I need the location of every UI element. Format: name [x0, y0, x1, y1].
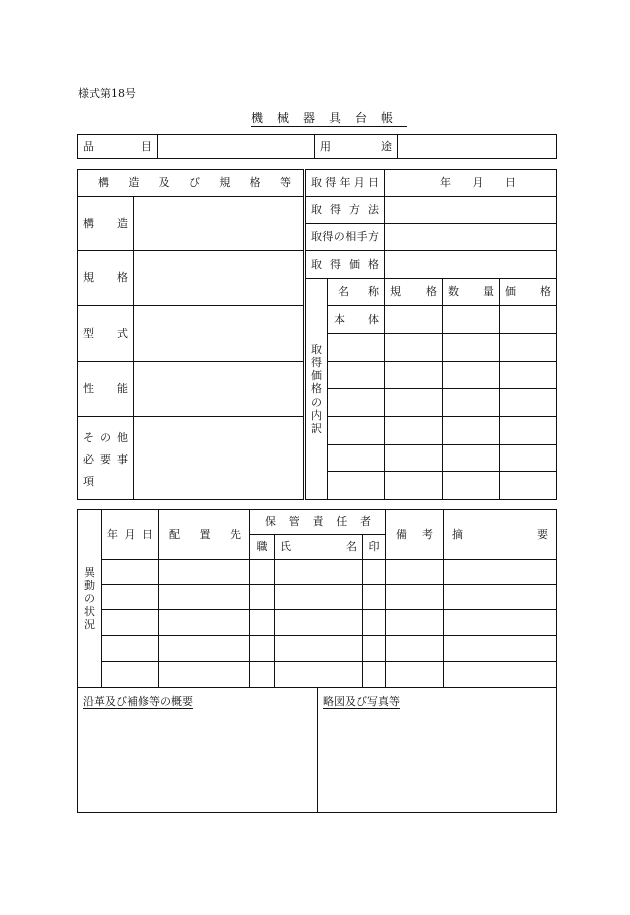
row-main-body: 本 体: [328, 306, 385, 334]
acq-partner-field[interactable]: [385, 224, 557, 251]
cell[interactable]: [275, 636, 363, 662]
breakdown-char: 訳: [311, 421, 322, 435]
spec-header: 構造及び規格等: [78, 170, 305, 197]
cell[interactable]: [250, 662, 275, 688]
acq-date-label: 取得年月日: [305, 170, 385, 197]
cell[interactable]: [102, 610, 159, 636]
breakdown-label: [305, 279, 328, 500]
cell[interactable]: [443, 472, 500, 500]
cell[interactable]: [385, 334, 443, 362]
cell[interactable]: [102, 662, 159, 688]
cell[interactable]: [385, 472, 443, 500]
breakdown-char: 得: [311, 356, 322, 370]
cell[interactable]: [443, 362, 500, 389]
spec-acquisition-table: [77, 169, 557, 500]
cell[interactable]: [363, 636, 386, 662]
col-name: 氏 名: [275, 535, 363, 560]
cell[interactable]: [328, 417, 385, 445]
cell[interactable]: [385, 445, 443, 472]
cell[interactable]: [386, 560, 444, 585]
cell[interactable]: [275, 585, 363, 610]
cell[interactable]: [250, 636, 275, 662]
col-summary: 摘 要: [444, 510, 557, 560]
history-label: 沿革及び補修等の概要: [83, 695, 193, 708]
item-field[interactable]: [158, 135, 315, 159]
sketch-label: 略図及び写真等: [323, 695, 400, 708]
purpose-field[interactable]: [398, 135, 557, 159]
structure-field[interactable]: [134, 197, 305, 251]
cell[interactable]: [443, 417, 500, 445]
cell[interactable]: [500, 472, 557, 500]
cell[interactable]: [363, 585, 386, 610]
acq-price-field[interactable]: [385, 251, 557, 279]
changes-char: 況: [84, 618, 95, 632]
cell[interactable]: [444, 585, 557, 610]
col-standard: 規 格: [385, 279, 443, 306]
cell[interactable]: [500, 445, 557, 472]
cell[interactable]: [386, 610, 444, 636]
col-post: 職: [250, 535, 275, 560]
other-line: その他: [83, 431, 128, 444]
cell[interactable]: [328, 334, 385, 362]
cell[interactable]: [386, 636, 444, 662]
standard-label: 規 格: [78, 251, 134, 306]
cell[interactable]: [328, 362, 385, 389]
item-label: 品 目: [78, 135, 158, 159]
changes-char: 状: [84, 605, 95, 619]
col-price: 価 格: [500, 279, 557, 306]
cell[interactable]: [159, 662, 250, 688]
other-line: 必要事: [83, 453, 128, 466]
cell[interactable]: [444, 560, 557, 585]
cell[interactable]: [385, 389, 443, 417]
cell[interactable]: [500, 306, 557, 334]
structure-label: 構 造: [78, 197, 134, 251]
other-field[interactable]: [134, 417, 305, 500]
col-remarks: 備 考: [386, 510, 444, 560]
changes-char: 動: [84, 578, 95, 592]
cell[interactable]: [159, 585, 250, 610]
cell[interactable]: [386, 662, 444, 688]
cell[interactable]: [443, 445, 500, 472]
other-label: [78, 417, 134, 500]
breakdown-char: 内: [311, 408, 322, 422]
cell[interactable]: [159, 610, 250, 636]
col-custodian: 保管責任者: [250, 510, 386, 535]
changes-char: の: [84, 591, 95, 605]
other-line: 項: [83, 475, 94, 488]
cell[interactable]: [102, 560, 159, 585]
cell[interactable]: [385, 306, 443, 334]
model-field[interactable]: [134, 306, 305, 362]
col-quantity: 数 量: [443, 279, 500, 306]
item-purpose-table: [77, 134, 557, 159]
acq-method-label: 取得方法: [305, 197, 385, 224]
model-label: 型 式: [78, 306, 134, 362]
breakdown-char: 価: [311, 369, 322, 383]
cell[interactable]: [444, 610, 557, 636]
cell[interactable]: [363, 610, 386, 636]
cell[interactable]: [385, 362, 443, 389]
sketch-area[interactable]: [318, 688, 557, 813]
changes-char: 異: [84, 565, 95, 579]
breakdown-char: 格: [311, 382, 322, 396]
cell[interactable]: [443, 334, 500, 362]
cell[interactable]: [328, 389, 385, 417]
cell[interactable]: [250, 585, 275, 610]
acq-partner-label: 取得の相手方: [305, 224, 385, 251]
cell[interactable]: [500, 362, 557, 389]
acq-price-label: 取得価格: [305, 251, 385, 279]
cell[interactable]: [444, 662, 557, 688]
title-text: 機械器具台帳: [250, 111, 407, 125]
document-title: [0, 109, 630, 126]
cell[interactable]: [385, 417, 443, 445]
changes-table: [77, 509, 557, 688]
cell[interactable]: [275, 560, 363, 585]
purpose-label: 用 途: [315, 135, 398, 159]
col-location: 配 置 先: [159, 510, 250, 560]
bottom-table: [77, 687, 557, 813]
cell[interactable]: [363, 662, 386, 688]
cell[interactable]: [250, 560, 275, 585]
cell[interactable]: [386, 585, 444, 610]
col-name: 名 称: [328, 279, 385, 306]
cell[interactable]: [363, 560, 386, 585]
breakdown-char: 取: [311, 342, 322, 356]
cell[interactable]: [500, 417, 557, 445]
col-date: 年月日: [102, 510, 159, 560]
acq-date-field[interactable]: 年 月 日: [385, 170, 557, 197]
breakdown-char: の: [311, 395, 322, 409]
cell[interactable]: [443, 389, 500, 417]
history-area[interactable]: [78, 688, 318, 813]
cell[interactable]: [159, 636, 250, 662]
cell[interactable]: [500, 334, 557, 362]
standard-field[interactable]: [134, 251, 305, 306]
performance-label: 性 能: [78, 362, 134, 417]
acq-method-field[interactable]: [385, 197, 557, 224]
cell[interactable]: [328, 472, 385, 500]
cell[interactable]: [250, 610, 275, 636]
cell[interactable]: [444, 636, 557, 662]
col-seal: 印: [363, 535, 386, 560]
cell[interactable]: [328, 445, 385, 472]
cell[interactable]: [102, 636, 159, 662]
cell[interactable]: [443, 306, 500, 334]
cell[interactable]: [159, 560, 250, 585]
form-number: 様式第18号: [78, 87, 136, 100]
cell[interactable]: [500, 389, 557, 417]
cell[interactable]: [275, 662, 363, 688]
changes-label: [78, 510, 102, 688]
cell[interactable]: [102, 585, 159, 610]
performance-field[interactable]: [134, 362, 305, 417]
cell[interactable]: [275, 610, 363, 636]
